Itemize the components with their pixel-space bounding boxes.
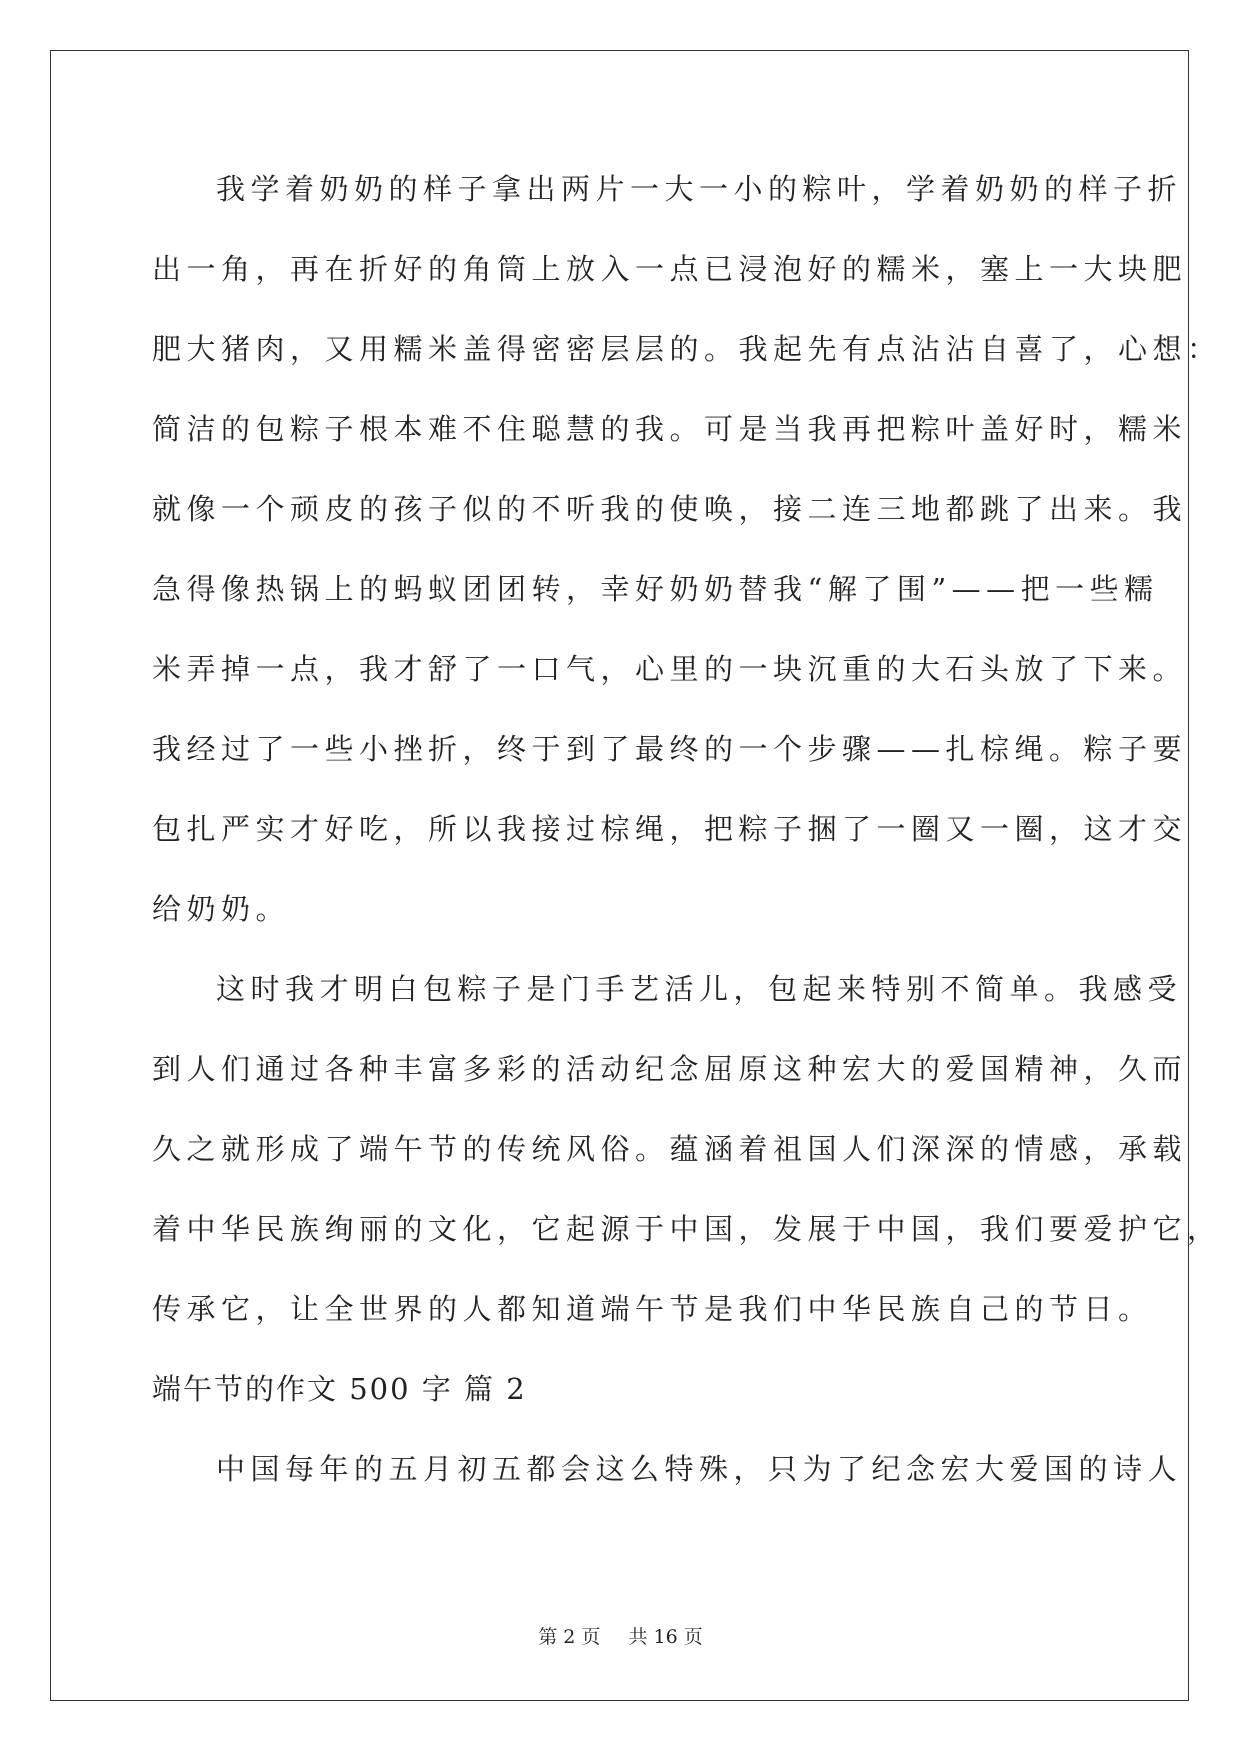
text-line: 就像一个顽皮的孩子似的不听我的使唤，接二连三地都跳了出来。我	[152, 492, 1188, 526]
section-heading: 端午节的作文 500 字 篇 2	[152, 1372, 527, 1406]
text-line: 中国每年的五月初五都会这么特殊，只为了纪念宏大爱国的诗人	[216, 1452, 1183, 1486]
text-line: 出一角，再在折好的角筒上放入一点已浸泡好的糯米，塞上一大块肥	[152, 252, 1188, 286]
text-line: 急得像热锅上的蚂蚁团团转，幸好奶奶替我“解了围”——把一些糯	[152, 572, 1159, 606]
text-line: 我学着奶奶的样子拿出两片一大一小的粽叶，学着奶奶的样子折	[216, 172, 1183, 206]
text-line: 着中华民族绚丽的文化，它起源于中国，发展于中国，我们要爱护它，	[152, 1212, 1222, 1246]
text-line: 包扎严实才好吃，所以我接过棕绳，把粽子捆了一圈又一圈，这才交	[152, 812, 1188, 846]
text-line: 到人们通过各种丰富多彩的活动纪念屈原这种宏大的爱国精神，久而	[152, 1052, 1188, 1086]
text-line: 这时我才明白包粽子是门手艺活儿，包起来特别不简单。我感受	[216, 972, 1183, 1006]
text-line: 我经过了一些小挫折，终于到了最终的一个步骤——扎棕绳。粽子要	[152, 732, 1188, 766]
document-body	[152, 160, 1222, 1520]
page-number: 第 2 页	[538, 1626, 601, 1648]
text-line: 肥大猪肉，又用糯米盖得密密层层的。我起先有点沾沾自喜了，心想：	[152, 332, 1222, 366]
page-total: 共 16 页	[628, 1626, 703, 1648]
text-line: 久之就形成了端午节的传统风俗。蕴涵着祖国人们深深的情感，承载	[152, 1132, 1188, 1166]
text-line: 米弄掉一点，我才舒了一口气，心里的一块沉重的大石头放了下来。	[152, 652, 1188, 686]
text-line: 传承它，让全世界的人都知道端午节是我们中华民族自己的节日。	[152, 1292, 1153, 1326]
page-footer	[0, 1622, 1241, 1649]
text-line: 给奶奶。	[152, 892, 291, 926]
text-line: 简洁的包粽子根本难不住聪慧的我。可是当我再把粽叶盖好时，糯米	[152, 412, 1188, 446]
